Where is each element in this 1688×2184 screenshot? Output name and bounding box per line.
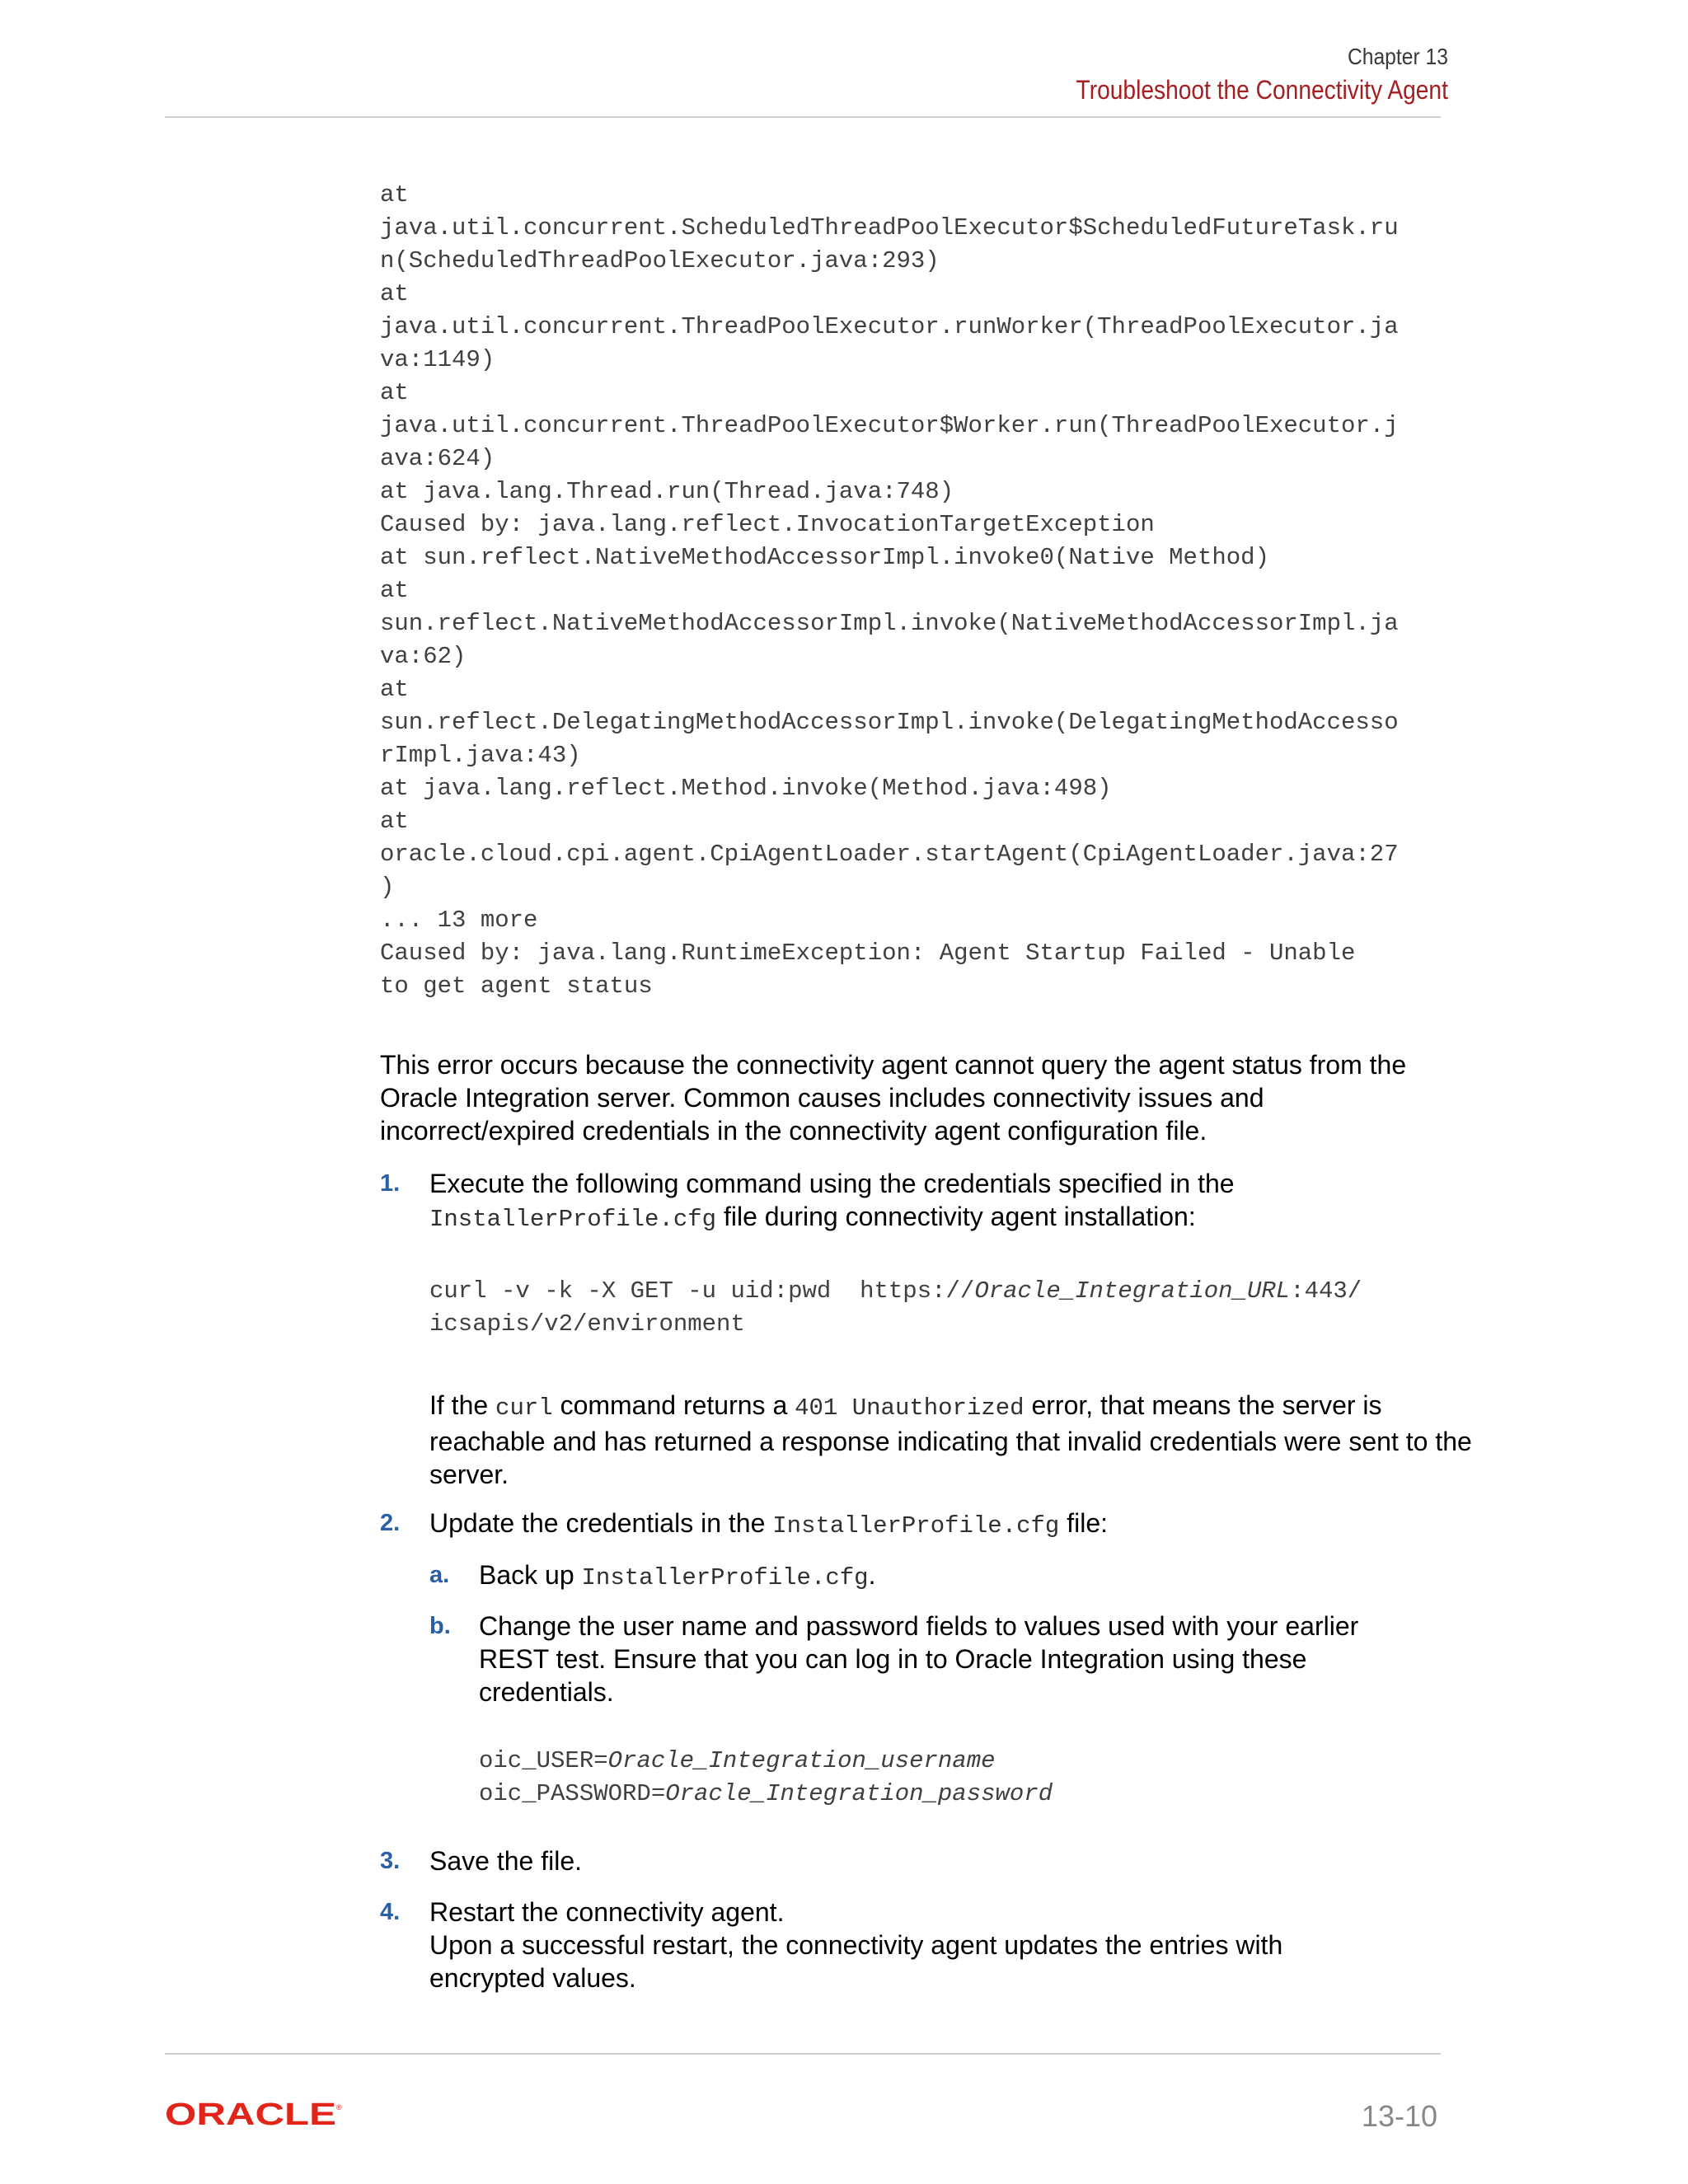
- stack-trace-line: oracle.cloud.cpi.agent.CpiAgentLoader.startAgent(CpiAgentLoader.java:27: [380, 841, 1399, 868]
- stack-trace-line: sun.reflect.NativeMethodAccessorImpl.invoke(NativeMethodAccessorImpl.ja: [380, 610, 1399, 637]
- stack-trace-line: at java.lang.Thread.run(Thread.java:748): [380, 478, 954, 505]
- page-header: [1025, 41, 1448, 107]
- step-2-text-b: file:: [1059, 1508, 1109, 1538]
- stack-trace-line: at: [380, 379, 409, 406]
- stack-trace-line: ava:624): [380, 445, 495, 472]
- curl-command-code: [429, 1275, 1362, 1341]
- curl-url-var: Oracle_Integration_URL: [974, 1277, 1291, 1305]
- step-1-note: [429, 1389, 1493, 1491]
- note-code-401: 401 Unauthorized: [795, 1394, 1025, 1422]
- password-key: oic_PASSWORD=: [479, 1780, 666, 1807]
- step-3-number: 3.: [380, 1848, 401, 1874]
- step-2b-letter: b.: [429, 1613, 451, 1639]
- stack-trace-line: java.util.concurrent.ScheduledThreadPoolExecutor$ScheduledFutureTask.ru: [380, 214, 1399, 241]
- step-1-text: [429, 1167, 1493, 1236]
- step-1-text-a: Execute the following command using the credentials specified in the: [429, 1169, 1235, 1198]
- curl-suffix: :443/: [1290, 1277, 1362, 1305]
- stack-trace-line: at sun.reflect.NativeMethodAccessorImpl.invoke0(Native Method): [380, 544, 1269, 571]
- step-4-number: 4.: [380, 1899, 401, 1925]
- stack-trace-line: at: [380, 676, 409, 703]
- user-key: oic_USER=: [479, 1747, 608, 1774]
- svg-text:®: ®: [336, 2103, 342, 2111]
- step-1-text-b: file during connectivity agent installation:: [716, 1202, 1196, 1231]
- oracle-logo: [165, 2100, 343, 2128]
- step-2a-letter: a.: [429, 1562, 450, 1588]
- stack-trace-line: n(ScheduledThreadPoolExecutor.java:293): [380, 247, 940, 274]
- step-4-line2: Upon a successful restart, the connectivity agent updates the entries with encrypted values.: [429, 1930, 1283, 1993]
- stack-trace-line: va:1149): [380, 346, 495, 373]
- stack-trace-line: rImpl.java:43): [380, 742, 581, 769]
- oracle-logo-text: ORACLE: [165, 2100, 336, 2128]
- footer-divider: [165, 2053, 1441, 2055]
- stack-trace-line: at java.lang.reflect.Method.invoke(Method.java:498): [380, 775, 1112, 802]
- header-divider: [165, 116, 1441, 118]
- stack-trace-line: at: [380, 181, 409, 209]
- stack-trace-line: sun.reflect.DelegatingMethodAccessorImpl.invoke(DelegatingMethodAccesso: [380, 709, 1399, 736]
- stack-trace-line: at: [380, 577, 409, 604]
- chapter-number: Chapter 13: [1348, 44, 1448, 69]
- stack-trace-code-block: [380, 179, 1399, 1003]
- stack-trace-line: ): [380, 874, 395, 901]
- stack-trace-line: at: [380, 280, 409, 307]
- password-value: Oracle_Integration_password: [665, 1780, 1053, 1807]
- note-text-a: If the: [429, 1390, 496, 1420]
- curl-path: icsapis/v2/environment: [429, 1310, 745, 1338]
- step-2-text: [429, 1507, 1493, 1543]
- step-2-text-a: Update the credentials in the: [429, 1508, 773, 1538]
- step-3-text: Save the file.: [429, 1846, 582, 1876]
- user-value: Oracle_Integration_username: [607, 1747, 996, 1774]
- note-text-c: error, that means the server is reachable and has returned a response indicating that invalid credentials were sent to the server.: [429, 1390, 1472, 1489]
- stack-trace-line: Caused by: java.lang.RuntimeException: Agent Startup Failed - Unable: [380, 940, 1356, 967]
- step-2a-file: InstallerProfile.cfg: [581, 1564, 869, 1591]
- curl-prefix: curl -v -k -X GET -u uid:pwd https://: [429, 1277, 975, 1305]
- step-1-file: InstallerProfile.cfg: [429, 1206, 717, 1233]
- step-4-line1: Restart the connectivity agent.: [429, 1897, 785, 1927]
- stack-trace-line: at: [380, 808, 409, 835]
- step-2-file: InstallerProfile.cfg: [772, 1512, 1060, 1540]
- note-text-b: command returns a: [552, 1390, 795, 1420]
- step-2-number: 2.: [380, 1510, 401, 1536]
- stack-trace-line: java.util.concurrent.ThreadPoolExecutor.runWorker(ThreadPoolExecutor.ja: [380, 313, 1399, 340]
- step-4-text: [429, 1896, 1377, 1994]
- page-number: 13-10: [1361, 2099, 1437, 2133]
- stack-trace-line: to get agent status: [380, 972, 653, 1000]
- note-code-curl: curl: [495, 1394, 553, 1422]
- chapter-title: Troubleshoot the Connectivity Agent: [1076, 75, 1448, 105]
- stack-trace-line: java.util.concurrent.ThreadPoolExecutor$Worker.run(ThreadPoolExecutor.j: [380, 412, 1399, 439]
- stack-trace-line: va:62): [380, 643, 467, 670]
- error-explanation: This error occurs because the connectivity agent cannot query the agent status from the Oracle Integration server. Common causes includes connectivity issues and incorrect/expired credentials in the connectivity agent configuration file.: [380, 1050, 1407, 1146]
- step-2a-text-a: Back up: [479, 1560, 582, 1590]
- step-2a-end: .: [868, 1560, 876, 1590]
- step-2a-text: [479, 1558, 1443, 1595]
- stack-trace-line: Caused by: java.lang.reflect.InvocationTargetException: [380, 511, 1155, 538]
- step-2b-text: Change the user name and password fields to values used with your earlier REST test. Ensure that you can log in to Oracle Integration using these credentials.: [479, 1611, 1359, 1707]
- credentials-code: [479, 1745, 1053, 1811]
- step-1-number: 1.: [380, 1170, 401, 1197]
- stack-trace-line: ... 13 more: [380, 907, 538, 934]
